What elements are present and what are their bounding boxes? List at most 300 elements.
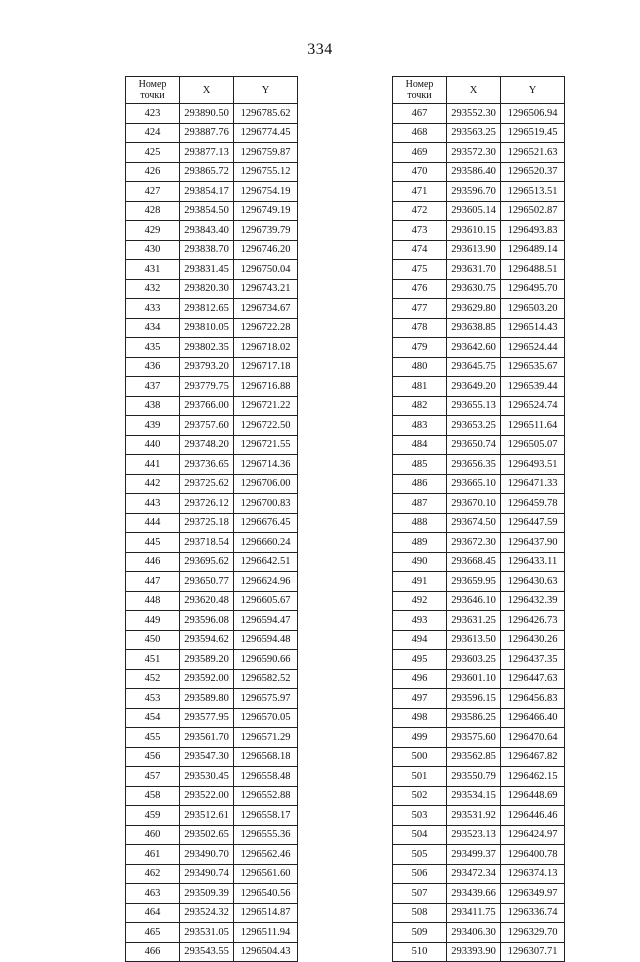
table-row <box>393 396 565 416</box>
header-y: Y <box>234 77 298 104</box>
table-row <box>126 396 298 416</box>
cell-y: 1296466.40 <box>501 708 565 728</box>
table-row <box>393 630 565 650</box>
cell-y: 1296754.19 <box>234 182 298 202</box>
cell-y: 1296307.71 <box>501 942 565 962</box>
cell-x: 293890.50 <box>180 104 234 124</box>
table-row <box>126 884 298 904</box>
cell-point-number: 498 <box>393 708 447 728</box>
table-row <box>393 767 565 787</box>
table-row <box>126 513 298 533</box>
cell-y: 1296722.28 <box>234 318 298 338</box>
cell-x: 293865.72 <box>180 162 234 182</box>
cell-y: 1296519.45 <box>501 123 565 143</box>
cell-x: 293603.25 <box>447 650 501 670</box>
table-row <box>393 338 565 358</box>
cell-point-number: 478 <box>393 318 447 338</box>
cell-x: 293668.45 <box>447 552 501 572</box>
cell-y: 1296459.78 <box>501 494 565 514</box>
cell-y: 1296513.51 <box>501 182 565 202</box>
cell-point-number: 477 <box>393 299 447 319</box>
table-row <box>393 221 565 241</box>
cell-point-number: 454 <box>126 708 180 728</box>
header-point-number: Номер точки <box>126 77 180 104</box>
cell-y: 1296594.48 <box>234 630 298 650</box>
cell-y: 1296700.83 <box>234 494 298 514</box>
cell-x: 293562.85 <box>447 747 501 767</box>
table-row <box>126 123 298 143</box>
cell-point-number: 491 <box>393 572 447 592</box>
cell-y: 1296471.33 <box>501 474 565 494</box>
cell-x: 293605.14 <box>447 201 501 221</box>
cell-point-number: 446 <box>126 552 180 572</box>
cell-point-number: 504 <box>393 825 447 845</box>
cell-point-number: 441 <box>126 455 180 475</box>
cell-point-number: 483 <box>393 416 447 436</box>
cell-x: 293642.60 <box>447 338 501 358</box>
cell-y: 1296718.02 <box>234 338 298 358</box>
cell-y: 1296426.73 <box>501 611 565 631</box>
cell-y: 1296456.83 <box>501 689 565 709</box>
cell-y: 1296462.15 <box>501 767 565 787</box>
table-row <box>126 474 298 494</box>
cell-point-number: 444 <box>126 513 180 533</box>
cell-y: 1296424.97 <box>501 825 565 845</box>
cell-x: 293393.90 <box>447 942 501 962</box>
cell-point-number: 502 <box>393 786 447 806</box>
cell-x: 293812.65 <box>180 299 234 319</box>
cell-point-number: 430 <box>126 240 180 260</box>
cell-point-number: 468 <box>393 123 447 143</box>
cell-y: 1296430.63 <box>501 572 565 592</box>
cell-x: 293656.35 <box>447 455 501 475</box>
table-row <box>126 162 298 182</box>
cell-x: 293649.20 <box>447 377 501 397</box>
cell-y: 1296430.26 <box>501 630 565 650</box>
cell-y: 1296520.37 <box>501 162 565 182</box>
cell-point-number: 492 <box>393 591 447 611</box>
cell-point-number: 431 <box>126 260 180 280</box>
cell-x: 293610.15 <box>447 221 501 241</box>
cell-point-number: 510 <box>393 942 447 962</box>
cell-y: 1296552.88 <box>234 786 298 806</box>
cell-y: 1296493.51 <box>501 455 565 475</box>
table-row <box>393 377 565 397</box>
table-row <box>126 747 298 767</box>
table-row <box>393 884 565 904</box>
cell-y: 1296488.51 <box>501 260 565 280</box>
cell-y: 1296717.18 <box>234 357 298 377</box>
cell-point-number: 494 <box>393 630 447 650</box>
cell-y: 1296716.88 <box>234 377 298 397</box>
cell-y: 1296489.14 <box>501 240 565 260</box>
cell-y: 1296506.94 <box>501 104 565 124</box>
cell-x: 293793.20 <box>180 357 234 377</box>
cell-point-number: 442 <box>126 474 180 494</box>
cell-y: 1296503.20 <box>501 299 565 319</box>
cell-x: 293596.08 <box>180 611 234 631</box>
coordinates-table-left <box>125 76 298 962</box>
cell-y: 1296749.19 <box>234 201 298 221</box>
cell-x: 293594.62 <box>180 630 234 650</box>
cell-y: 1296605.67 <box>234 591 298 611</box>
table-row <box>126 630 298 650</box>
table-row <box>393 845 565 865</box>
cell-y: 1296495.70 <box>501 279 565 299</box>
table-row <box>126 864 298 884</box>
cell-x: 293831.45 <box>180 260 234 280</box>
cell-point-number: 427 <box>126 182 180 202</box>
cell-y: 1296755.12 <box>234 162 298 182</box>
table-row <box>126 143 298 163</box>
cell-y: 1296374.13 <box>501 864 565 884</box>
table-row <box>393 143 565 163</box>
cell-y: 1296502.87 <box>501 201 565 221</box>
cell-y: 1296558.48 <box>234 767 298 787</box>
table-row <box>126 533 298 553</box>
cell-y: 1296539.44 <box>501 377 565 397</box>
table-row <box>393 806 565 826</box>
table-row <box>126 435 298 455</box>
table-header-row <box>393 77 565 104</box>
cell-x: 293563.25 <box>447 123 501 143</box>
cell-x: 293655.13 <box>447 396 501 416</box>
cell-point-number: 452 <box>126 669 180 689</box>
cell-y: 1296504.43 <box>234 942 298 962</box>
cell-y: 1296349.97 <box>501 884 565 904</box>
cell-point-number: 466 <box>126 942 180 962</box>
table-row <box>126 923 298 943</box>
table-row <box>393 923 565 943</box>
table-row <box>393 162 565 182</box>
header-point-number: Номер точки <box>393 77 447 104</box>
cell-x: 293629.80 <box>447 299 501 319</box>
table-row <box>393 942 565 962</box>
cell-point-number: 485 <box>393 455 447 475</box>
table-row <box>393 864 565 884</box>
cell-point-number: 464 <box>126 903 180 923</box>
cell-point-number: 470 <box>393 162 447 182</box>
cell-x: 293748.20 <box>180 435 234 455</box>
table-row <box>393 123 565 143</box>
cell-x: 293630.75 <box>447 279 501 299</box>
cell-x: 293620.48 <box>180 591 234 611</box>
table-row <box>393 474 565 494</box>
cell-y: 1296535.67 <box>501 357 565 377</box>
table-row <box>393 552 565 572</box>
cell-x: 293665.10 <box>447 474 501 494</box>
cell-y: 1296734.67 <box>234 299 298 319</box>
cell-x: 293672.30 <box>447 533 501 553</box>
cell-x: 293531.05 <box>180 923 234 943</box>
cell-point-number: 489 <box>393 533 447 553</box>
cell-y: 1296524.44 <box>501 338 565 358</box>
cell-point-number: 469 <box>393 143 447 163</box>
cell-x: 293726.12 <box>180 494 234 514</box>
table-row <box>393 357 565 377</box>
cell-x: 293411.75 <box>447 903 501 923</box>
cell-x: 293572.30 <box>447 143 501 163</box>
cell-x: 293718.54 <box>180 533 234 553</box>
cell-x: 293490.70 <box>180 845 234 865</box>
cell-point-number: 424 <box>126 123 180 143</box>
header-x: X <box>180 77 234 104</box>
cell-point-number: 505 <box>393 845 447 865</box>
cell-y: 1296642.51 <box>234 552 298 572</box>
table-row <box>393 786 565 806</box>
cell-point-number: 507 <box>393 884 447 904</box>
cell-point-number: 458 <box>126 786 180 806</box>
table-row <box>126 845 298 865</box>
cell-point-number: 500 <box>393 747 447 767</box>
cell-x: 293509.39 <box>180 884 234 904</box>
cell-y: 1296493.83 <box>501 221 565 241</box>
table-row <box>126 318 298 338</box>
cell-point-number: 476 <box>393 279 447 299</box>
table-row <box>126 611 298 631</box>
cell-point-number: 472 <box>393 201 447 221</box>
cell-point-number: 480 <box>393 357 447 377</box>
cell-x: 293613.90 <box>447 240 501 260</box>
cell-x: 293524.32 <box>180 903 234 923</box>
table-row <box>393 533 565 553</box>
cell-x: 293779.75 <box>180 377 234 397</box>
cell-y: 1296511.94 <box>234 923 298 943</box>
cell-x: 293736.65 <box>180 455 234 475</box>
cell-x: 293543.55 <box>180 942 234 962</box>
cell-y: 1296514.87 <box>234 903 298 923</box>
table-row <box>126 221 298 241</box>
cell-x: 293406.30 <box>447 923 501 943</box>
table-row <box>126 416 298 436</box>
cell-y: 1296432.39 <box>501 591 565 611</box>
cell-point-number: 434 <box>126 318 180 338</box>
cell-y: 1296570.05 <box>234 708 298 728</box>
cell-y: 1296336.74 <box>501 903 565 923</box>
cell-x: 293638.85 <box>447 318 501 338</box>
cell-point-number: 487 <box>393 494 447 514</box>
cell-x: 293838.70 <box>180 240 234 260</box>
table-row <box>126 104 298 124</box>
cell-point-number: 474 <box>393 240 447 260</box>
table-row <box>126 591 298 611</box>
cell-x: 293757.60 <box>180 416 234 436</box>
table-row <box>126 786 298 806</box>
cell-point-number: 425 <box>126 143 180 163</box>
cell-x: 293645.75 <box>447 357 501 377</box>
cell-y: 1296437.35 <box>501 650 565 670</box>
table-row <box>393 318 565 338</box>
table-row <box>393 572 565 592</box>
table-row <box>393 279 565 299</box>
cell-y: 1296433.11 <box>501 552 565 572</box>
table-row <box>393 201 565 221</box>
cell-point-number: 495 <box>393 650 447 670</box>
table-row <box>126 669 298 689</box>
table-row <box>393 182 565 202</box>
cell-point-number: 493 <box>393 611 447 631</box>
cell-point-number: 450 <box>126 630 180 650</box>
cell-y: 1296446.46 <box>501 806 565 826</box>
table-row <box>126 455 298 475</box>
cell-point-number: 453 <box>126 689 180 709</box>
table-row <box>393 747 565 767</box>
coordinates-table-right <box>392 76 565 962</box>
cell-point-number: 440 <box>126 435 180 455</box>
cell-point-number: 437 <box>126 377 180 397</box>
cell-point-number: 448 <box>126 591 180 611</box>
cell-y: 1296706.00 <box>234 474 298 494</box>
table-row <box>126 201 298 221</box>
cell-x: 293670.10 <box>447 494 501 514</box>
cell-point-number: 451 <box>126 650 180 670</box>
cell-point-number: 503 <box>393 806 447 826</box>
cell-x: 293512.61 <box>180 806 234 826</box>
cell-x: 293552.30 <box>447 104 501 124</box>
cell-y: 1296743.21 <box>234 279 298 299</box>
table-row <box>393 689 565 709</box>
table-row <box>393 611 565 631</box>
table-row <box>126 689 298 709</box>
cell-x: 293725.18 <box>180 513 234 533</box>
cell-y: 1296575.97 <box>234 689 298 709</box>
table-row <box>126 552 298 572</box>
cell-point-number: 459 <box>126 806 180 826</box>
cell-y: 1296521.63 <box>501 143 565 163</box>
cell-y: 1296558.17 <box>234 806 298 826</box>
cell-x: 293653.25 <box>447 416 501 436</box>
cell-x: 293725.62 <box>180 474 234 494</box>
cell-y: 1296514.43 <box>501 318 565 338</box>
table-row <box>126 767 298 787</box>
cell-x: 293887.76 <box>180 123 234 143</box>
cell-point-number: 488 <box>393 513 447 533</box>
cell-x: 293522.00 <box>180 786 234 806</box>
cell-x: 293596.70 <box>447 182 501 202</box>
cell-x: 293674.50 <box>447 513 501 533</box>
cell-x: 293561.70 <box>180 728 234 748</box>
cell-x: 293877.13 <box>180 143 234 163</box>
table-row <box>393 299 565 319</box>
cell-y: 1296561.60 <box>234 864 298 884</box>
table-row <box>393 650 565 670</box>
cell-y: 1296594.47 <box>234 611 298 631</box>
cell-x: 293810.05 <box>180 318 234 338</box>
cell-y: 1296568.18 <box>234 747 298 767</box>
cell-y: 1296400.78 <box>501 845 565 865</box>
cell-x: 293843.40 <box>180 221 234 241</box>
cell-point-number: 445 <box>126 533 180 553</box>
cell-x: 293802.35 <box>180 338 234 358</box>
cell-point-number: 455 <box>126 728 180 748</box>
cell-y: 1296722.50 <box>234 416 298 436</box>
table-row <box>393 435 565 455</box>
cell-x: 293820.30 <box>180 279 234 299</box>
cell-x: 293490.74 <box>180 864 234 884</box>
header-y: Y <box>501 77 565 104</box>
cell-x: 293523.13 <box>447 825 501 845</box>
cell-point-number: 508 <box>393 903 447 923</box>
cell-point-number: 501 <box>393 767 447 787</box>
table-row <box>126 650 298 670</box>
cell-point-number: 463 <box>126 884 180 904</box>
cell-point-number: 447 <box>126 572 180 592</box>
table-row <box>126 279 298 299</box>
cell-x: 293631.25 <box>447 611 501 631</box>
cell-y: 1296571.29 <box>234 728 298 748</box>
cell-point-number: 462 <box>126 864 180 884</box>
cell-x: 293589.80 <box>180 689 234 709</box>
table-row <box>126 708 298 728</box>
cell-point-number: 436 <box>126 357 180 377</box>
cell-point-number: 496 <box>393 669 447 689</box>
cell-y: 1296660.24 <box>234 533 298 553</box>
cell-y: 1296448.69 <box>501 786 565 806</box>
cell-x: 293586.25 <box>447 708 501 728</box>
table-row <box>126 299 298 319</box>
table-row <box>126 903 298 923</box>
cell-x: 293854.17 <box>180 182 234 202</box>
cell-y: 1296447.63 <box>501 669 565 689</box>
cell-y: 1296759.87 <box>234 143 298 163</box>
cell-point-number: 471 <box>393 182 447 202</box>
cell-y: 1296714.36 <box>234 455 298 475</box>
cell-y: 1296467.82 <box>501 747 565 767</box>
page-number: 334 <box>307 41 333 58</box>
table-row <box>393 260 565 280</box>
cell-point-number: 506 <box>393 864 447 884</box>
cell-point-number: 461 <box>126 845 180 865</box>
cell-x: 293577.95 <box>180 708 234 728</box>
cell-x: 293502.65 <box>180 825 234 845</box>
table-row <box>126 377 298 397</box>
table-row <box>393 455 565 475</box>
cell-point-number: 443 <box>126 494 180 514</box>
table-row <box>393 104 565 124</box>
cell-y: 1296721.55 <box>234 435 298 455</box>
cell-point-number: 467 <box>393 104 447 124</box>
table-row <box>393 591 565 611</box>
cell-y: 1296329.70 <box>501 923 565 943</box>
cell-y: 1296470.64 <box>501 728 565 748</box>
cell-point-number: 456 <box>126 747 180 767</box>
cell-point-number: 435 <box>126 338 180 358</box>
table-row <box>126 942 298 962</box>
cell-y: 1296774.45 <box>234 123 298 143</box>
cell-x: 293854.50 <box>180 201 234 221</box>
cell-point-number: 490 <box>393 552 447 572</box>
cell-y: 1296746.20 <box>234 240 298 260</box>
cell-point-number: 484 <box>393 435 447 455</box>
cell-x: 293592.00 <box>180 669 234 689</box>
cell-y: 1296511.64 <box>501 416 565 436</box>
cell-point-number: 465 <box>126 923 180 943</box>
cell-point-number: 429 <box>126 221 180 241</box>
cell-point-number: 460 <box>126 825 180 845</box>
cell-x: 293499.37 <box>447 845 501 865</box>
table-row <box>126 728 298 748</box>
table-row <box>126 494 298 514</box>
cell-y: 1296524.74 <box>501 396 565 416</box>
table-row <box>126 572 298 592</box>
table-row <box>126 338 298 358</box>
cell-y: 1296785.62 <box>234 104 298 124</box>
cell-point-number: 457 <box>126 767 180 787</box>
table-row <box>126 806 298 826</box>
cell-point-number: 509 <box>393 923 447 943</box>
cell-point-number: 449 <box>126 611 180 631</box>
cell-x: 293530.45 <box>180 767 234 787</box>
